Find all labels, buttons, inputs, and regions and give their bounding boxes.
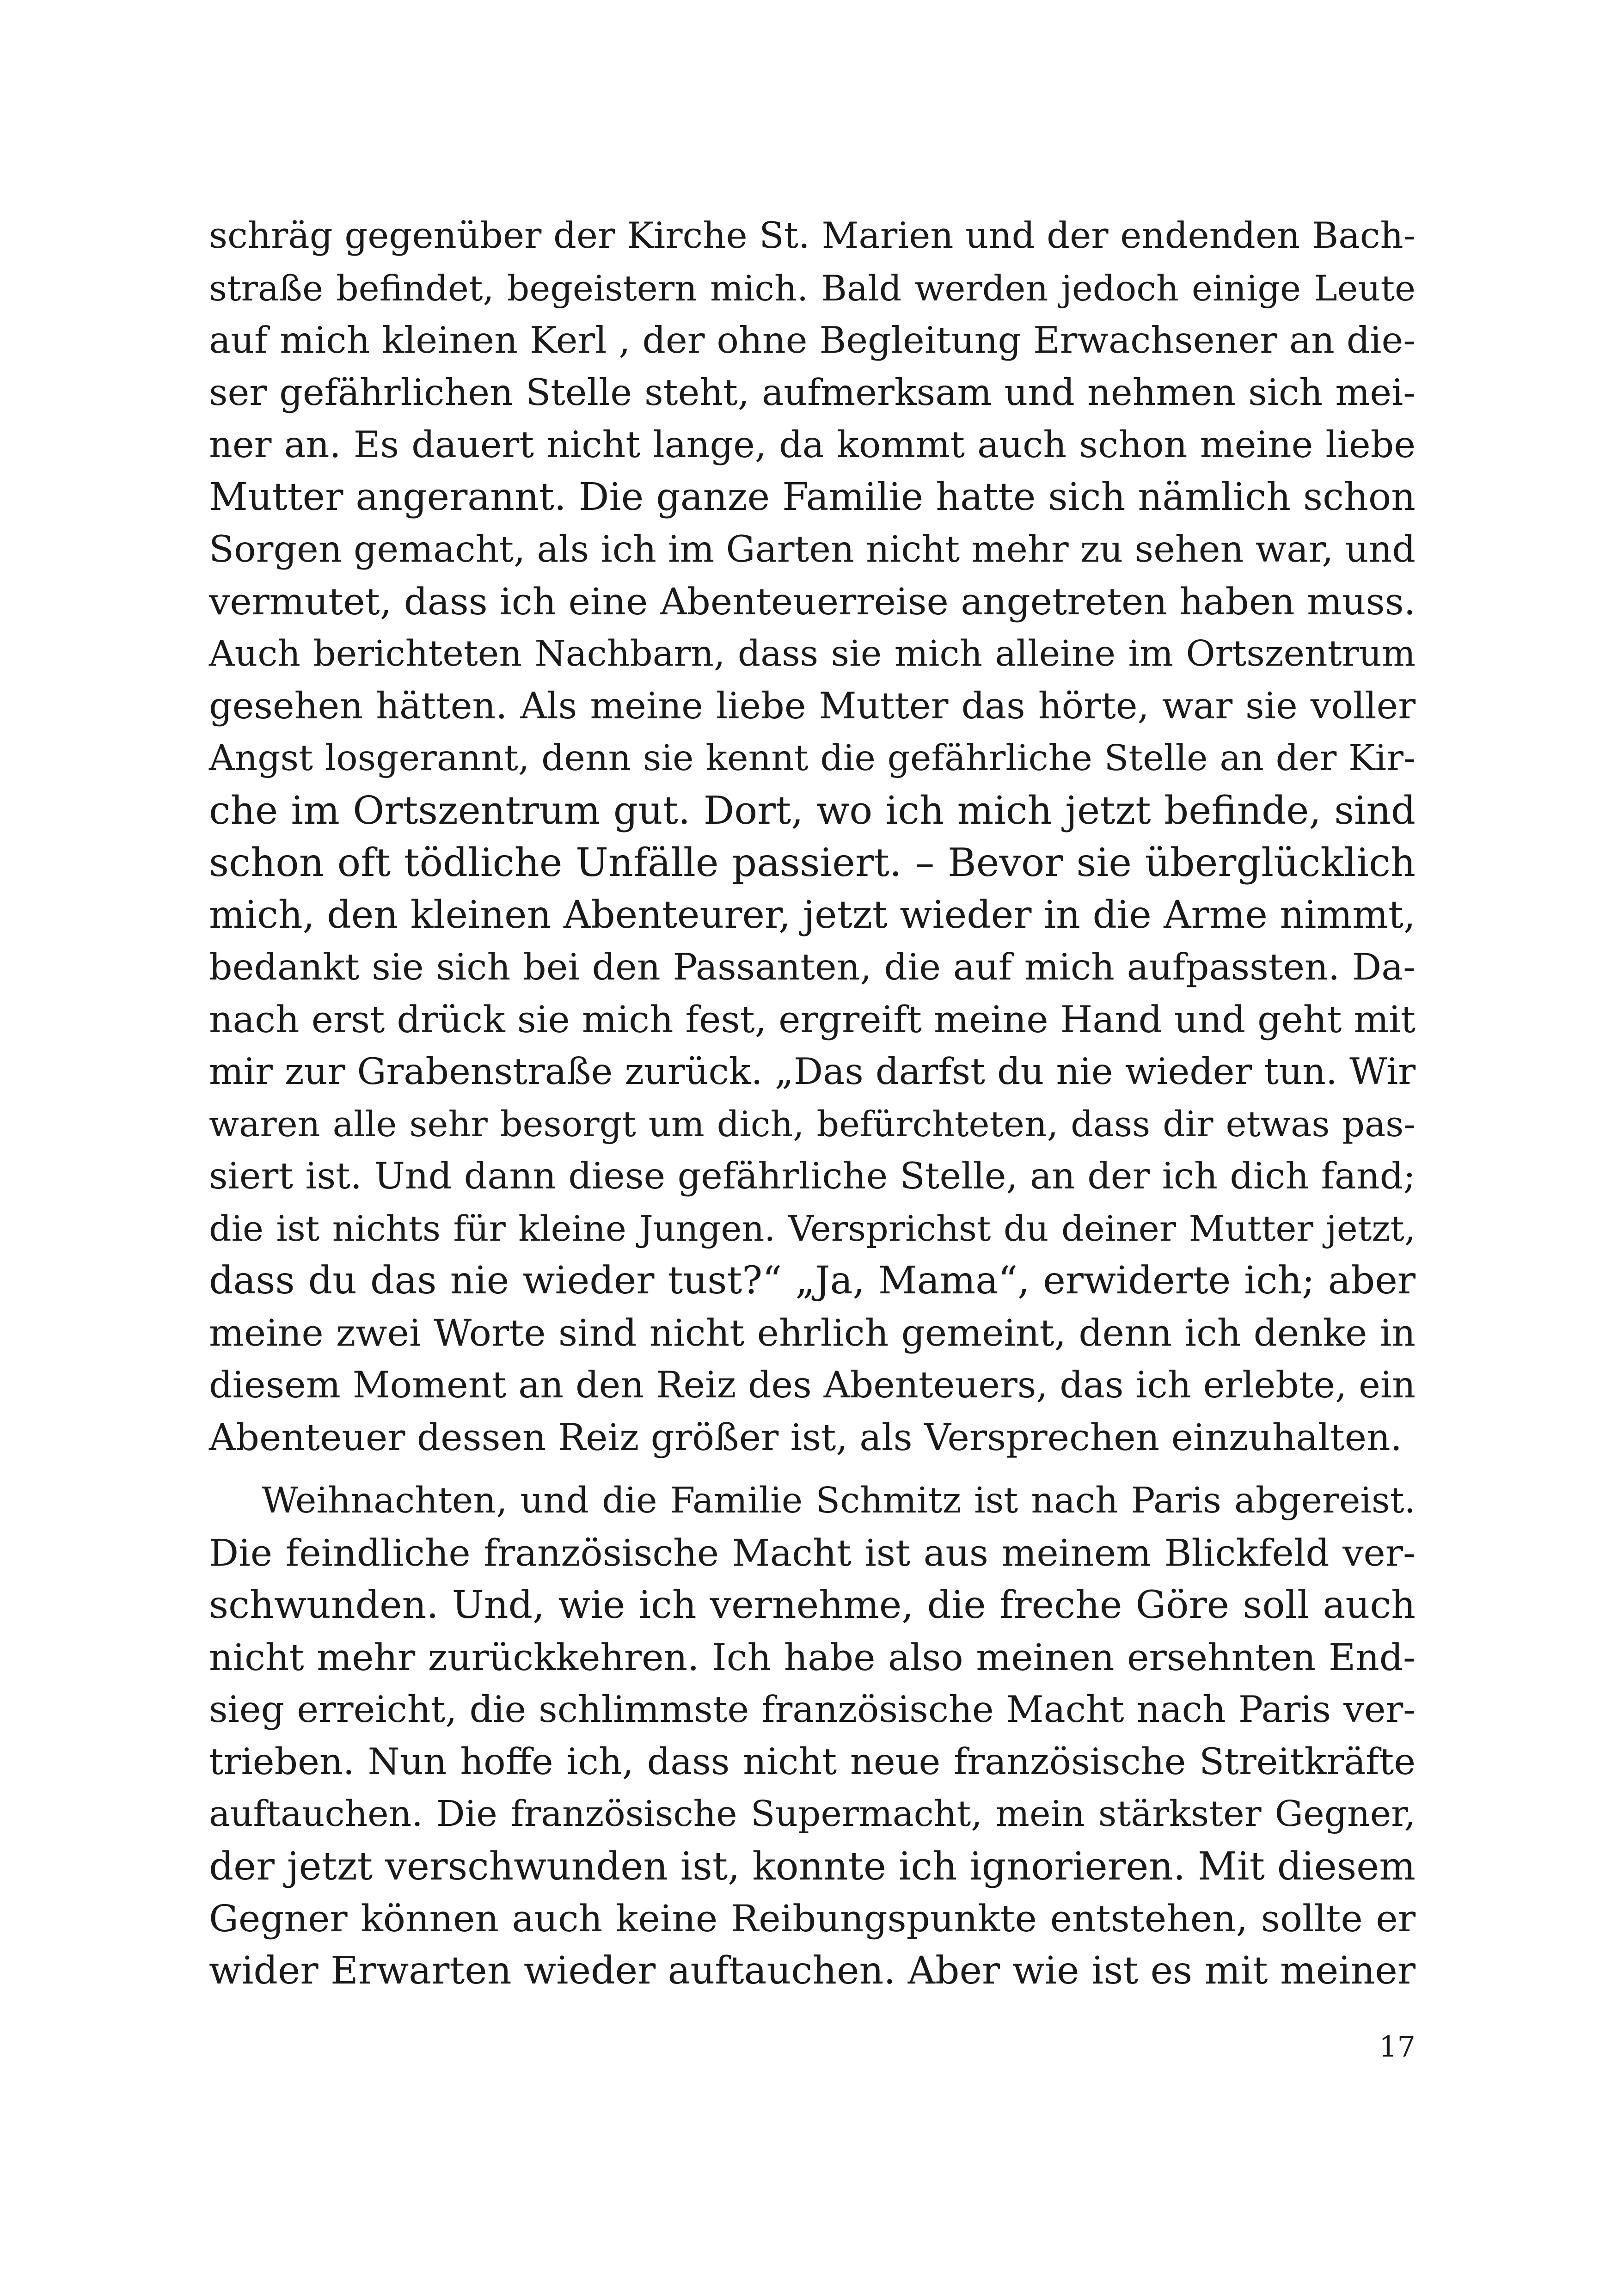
text-line: che im Ortszentrum gut. Dort, wo ich mich jetzt befinde, sind	[209, 788, 1416, 833]
page-number: 17	[1379, 2030, 1416, 2063]
text-line: mich, den kleinen Abenteurer, jetzt wieder in die Arme nimmt,	[209, 893, 1416, 937]
text-line: waren alle sehr besorgt um dich, befürchteten, dass dir etwas pas-	[209, 1103, 1416, 1145]
text-line: Gegner können auch keine Reibungspunkte entstehen, sollte er	[209, 1897, 1416, 1940]
text-line: wider Erwarten wieder auftauchen. Aber wie ist es mit meiner	[209, 1949, 1416, 1993]
text-line: Die feindliche französische Macht ist aus meinem Blickfeld ver-	[209, 1531, 1416, 1574]
text-line: nicht mehr zurückkehren. Ich habe also meinen ersehnten End-	[209, 1636, 1416, 1679]
text-line: der jetzt verschwunden ist, konnte ich ignorieren. Mit diesem	[209, 1844, 1416, 1889]
text-line: siert ist. Und dann diese gefährliche Stelle, an der ich dich fand;	[209, 1155, 1416, 1197]
text-line: schräg gegenüber der Kirche St. Marien und der endenden Bach-	[209, 215, 1416, 257]
text-line: schwunden. Und, wie ich vernehme, die freche Göre soll auch	[209, 1583, 1416, 1627]
text-line: diesem Moment an den Reiz des Abenteuers, das ich erlebte, ein	[209, 1364, 1416, 1406]
text-line: auf mich kleinen Kerl , der ohne Begleitung Erwachsener an die-	[209, 319, 1416, 361]
text-line: Auch berichteten Nachbarn, dass sie mich alleine im Ortszentrum	[209, 633, 1416, 674]
text-line: ser gefährlichen Stelle steht, aufmerksam und nehmen sich mei-	[209, 371, 1416, 414]
text-line: Abenteuer dessen Reiz größer ist, als Versprechen einzuhalten.	[209, 1416, 1402, 1459]
text-line: auftauchen. Die französische Supermacht, mein stärkster Gegner,	[209, 1794, 1416, 1835]
text-line: die ist nichts für kleine Jungen. Versprichst du deiner Mutter jetzt,	[209, 1208, 1416, 1249]
text-line: ner an. Es dauert nicht lange, da kommt auch schon meine liebe	[209, 423, 1416, 466]
text-line: gesehen hätten. Als meine liebe Mutter das hörte, war sie voller	[209, 685, 1416, 727]
text-line: nach erst drück sie mich fest, ergreift meine Hand und geht mit	[209, 998, 1416, 1041]
text-line: Sorgen gemacht, als ich im Garten nicht mehr zu sehen war, und	[209, 528, 1416, 570]
text-line: Mutter angerannt. Die ganze Familie hatte sich nämlich schon	[209, 475, 1416, 519]
text-line: trieben. Nun hoffe ich, dass nicht neue französische Streitkräfte	[209, 1740, 1416, 1783]
text-line: bedankt sie sich bei den Passanten, die auf mich aufpassten. Da-	[209, 946, 1416, 988]
text-line: Angst losgerannt, denn sie kennt die gefährliche Stelle an der Kir-	[209, 738, 1416, 779]
text-line: schon oft tödliche Unfälle passiert. – Bevor sie überglücklich	[209, 840, 1416, 885]
text-line: sieg erreicht, die schlimmste französische Macht nach Paris ver-	[209, 1688, 1416, 1731]
text-line: dass du das nie wieder tust?“ „Ja, Mama“, erwiderte ich; aber	[209, 1259, 1416, 1303]
text-line: vermutet, dass ich eine Abenteuerreise angetreten haben muss.	[209, 580, 1416, 623]
text-line: straße befindet, begeistern mich. Bald werden jedoch einige Leute	[209, 268, 1416, 309]
text-line: mir zur Grabenstraße zurück. „Das darfst du nie wieder tun. Wir	[209, 1050, 1416, 1093]
text-line: meine zwei Worte sind nicht ehrlich gemeint, denn ich denke in	[209, 1311, 1416, 1354]
text-line: Weihnachten, und die Familie Schmitz ist nach Paris abgereist.	[262, 1480, 1416, 1521]
